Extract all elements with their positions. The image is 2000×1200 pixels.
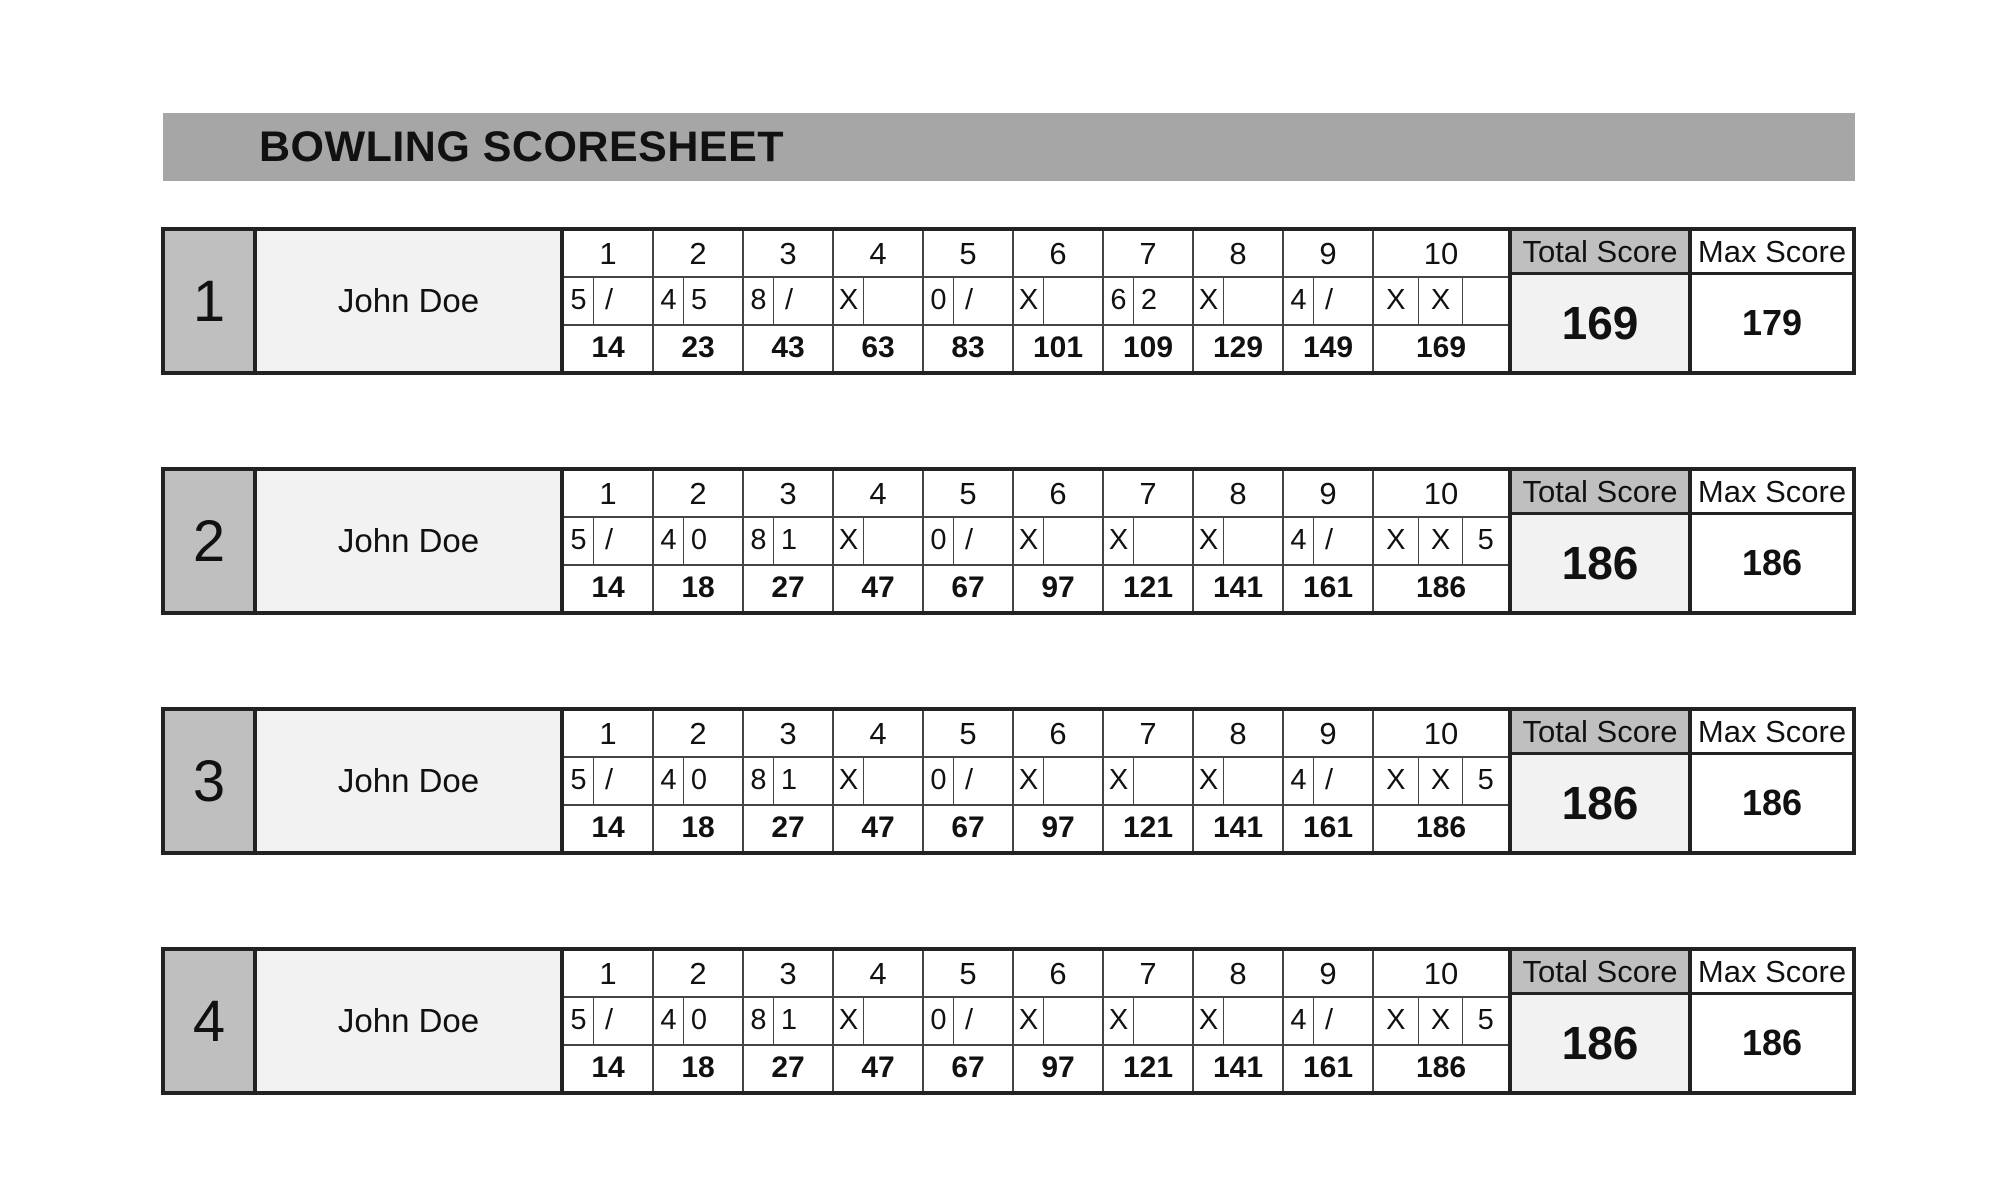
- total-score-value: 169: [1512, 275, 1688, 371]
- roll-mark: 4: [654, 518, 684, 563]
- roll-mark: X: [834, 278, 864, 323]
- frame-cumulative-score: 27: [744, 806, 834, 851]
- roll-mark: X: [1014, 998, 1044, 1043]
- game-card: [161, 707, 1856, 855]
- roll-mark: 4: [1284, 518, 1314, 563]
- frame-label: 7: [1104, 951, 1194, 996]
- frame-rolls: [1374, 518, 1508, 563]
- roll-mark: X: [1419, 758, 1464, 803]
- roll-mark: 5: [564, 518, 594, 563]
- player-name: John Doe: [257, 951, 564, 1091]
- frame-rolls: [834, 758, 924, 803]
- max-score-box: [1692, 231, 1852, 371]
- frame-rolls: [834, 998, 924, 1043]
- roll-mark: [1044, 998, 1074, 1043]
- roll-mark: X: [1194, 278, 1224, 323]
- frame-cumulative-score: 186: [1415, 1051, 1467, 1085]
- frame-label: 9: [1284, 951, 1374, 996]
- game-number: 1: [165, 231, 257, 371]
- frame-label: 10: [1423, 235, 1459, 271]
- frame-cumulative-score: 169: [1415, 331, 1467, 365]
- roll-mark: X: [834, 998, 864, 1043]
- roll-mark: 1: [780, 524, 798, 557]
- frame-rolls: [924, 998, 1014, 1043]
- frame-rolls: [1284, 758, 1374, 803]
- frame-cumulative-score: 18: [654, 1046, 744, 1091]
- frame-cumulative-score: 186: [1415, 811, 1467, 845]
- frame-rolls: [924, 278, 1014, 323]
- frame-cumulative-score: 14: [564, 326, 654, 371]
- cumulative-row: [564, 806, 1508, 851]
- total-score-box: [1512, 951, 1692, 1091]
- frame-rolls: [1194, 278, 1284, 323]
- game-card: [161, 467, 1856, 615]
- total-score-box: [1512, 231, 1692, 371]
- frame-cumulative-score: 109: [1104, 326, 1194, 371]
- frame-labels-row: [564, 471, 1508, 518]
- roll-mark: 5: [564, 758, 594, 803]
- frames-grid: [564, 711, 1512, 851]
- frame-cumulative-score: 129: [1194, 326, 1284, 371]
- roll-mark: 0: [924, 998, 954, 1043]
- max-score-box: [1692, 711, 1852, 851]
- frame-rolls: [1014, 758, 1104, 803]
- roll-mark: [1224, 758, 1254, 803]
- rolls-row: [564, 518, 1508, 565]
- rolls-row: [564, 998, 1508, 1045]
- frame-cumulative-score: 67: [924, 806, 1014, 851]
- game-card: [161, 947, 1856, 1095]
- frame-rolls: [834, 518, 924, 563]
- max-score-label: Max Score: [1692, 471, 1852, 515]
- frame-label: 6: [1014, 471, 1104, 516]
- total-score-box: [1512, 711, 1692, 851]
- roll-mark: 4: [654, 758, 684, 803]
- roll-mark: 6: [1104, 278, 1134, 323]
- frame-label: 7: [1104, 471, 1194, 516]
- frame-rolls: [1194, 998, 1284, 1043]
- frame-label: 3: [744, 471, 834, 516]
- game-number: 4: [165, 951, 257, 1091]
- title-bar: [163, 113, 1855, 181]
- frame-cumulative-score: 97: [1014, 1046, 1104, 1091]
- roll-mark: X: [1014, 518, 1044, 563]
- roll-mark: /: [964, 284, 974, 317]
- frame-rolls: [924, 518, 1014, 563]
- roll-mark: 0: [690, 1004, 708, 1037]
- frame-rolls: [654, 758, 744, 803]
- game-number: 3: [165, 711, 257, 851]
- frame-cumulative-score: 47: [834, 566, 924, 611]
- roll-mark: 5: [1477, 764, 1494, 797]
- roll-mark: X: [1419, 518, 1464, 563]
- frame-label: 5: [924, 951, 1014, 996]
- frame-cumulative-score: 47: [834, 806, 924, 851]
- roll-mark: [1134, 998, 1164, 1043]
- roll-mark: /: [1324, 764, 1334, 797]
- roll-mark: [864, 278, 894, 323]
- frame-rolls: [1284, 278, 1374, 323]
- roll-mark: /: [604, 524, 614, 557]
- roll-mark: [1463, 278, 1508, 323]
- frame-label: 9: [1284, 711, 1374, 756]
- frame-label: 4: [834, 471, 924, 516]
- game-number: 2: [165, 471, 257, 611]
- roll-mark: X: [1194, 998, 1224, 1043]
- frame-label: 1: [564, 231, 654, 276]
- frame-rolls: [744, 758, 834, 803]
- frame-label: 4: [834, 951, 924, 996]
- roll-mark: 0: [924, 518, 954, 563]
- cumulative-row: [564, 566, 1508, 611]
- roll-mark: 8: [744, 518, 774, 563]
- roll-mark: 0: [690, 524, 708, 557]
- player-name: John Doe: [257, 231, 564, 371]
- total-score-value: 186: [1512, 515, 1688, 611]
- frame-label: 9: [1284, 471, 1374, 516]
- frame-cumulative-score: 97: [1014, 566, 1104, 611]
- frame-rolls: [1284, 998, 1374, 1043]
- game-card: [161, 227, 1856, 375]
- frame-rolls: [1104, 518, 1194, 563]
- frame-label: 1: [564, 711, 654, 756]
- frame-rolls: [1104, 998, 1194, 1043]
- roll-mark: [1224, 278, 1254, 323]
- roll-mark: X: [1194, 758, 1224, 803]
- frames-grid: [564, 471, 1512, 611]
- roll-mark: X: [1374, 518, 1419, 563]
- frame-cumulative-score: 121: [1104, 1046, 1194, 1091]
- roll-mark: X: [1194, 518, 1224, 563]
- frame-rolls: [654, 518, 744, 563]
- frame-cumulative-score: 161: [1284, 566, 1374, 611]
- roll-mark: 5: [564, 998, 594, 1043]
- total-score-value: 186: [1512, 995, 1688, 1091]
- page-title: BOWLING SCORESHEET: [259, 123, 785, 171]
- frame-rolls: [1104, 278, 1194, 323]
- frame-cumulative-score: 27: [744, 566, 834, 611]
- frame-cumulative-score: 149: [1284, 326, 1374, 371]
- roll-mark: [1044, 518, 1074, 563]
- roll-mark: /: [784, 284, 794, 317]
- roll-mark: [1134, 758, 1164, 803]
- roll-mark: X: [1419, 278, 1464, 323]
- total-score-label: Total Score: [1512, 231, 1688, 275]
- roll-mark: 0: [924, 758, 954, 803]
- roll-mark: 2: [1140, 284, 1158, 317]
- max-score-label: Max Score: [1692, 711, 1852, 755]
- roll-mark: X: [1374, 998, 1419, 1043]
- frame-rolls: [1194, 758, 1284, 803]
- roll-mark: 5: [1477, 524, 1494, 557]
- roll-mark: [1044, 758, 1074, 803]
- roll-mark: /: [1324, 524, 1334, 557]
- roll-mark: [1224, 518, 1254, 563]
- frame-cumulative-score: 121: [1104, 806, 1194, 851]
- frame-cumulative-score: 14: [564, 1046, 654, 1091]
- roll-mark: 1: [780, 764, 798, 797]
- player-name: John Doe: [257, 711, 564, 851]
- frame-rolls: [1104, 758, 1194, 803]
- frame-label: 8: [1194, 471, 1284, 516]
- frame-rolls: [564, 758, 654, 803]
- frame-label: 6: [1014, 951, 1104, 996]
- frame-rolls: [924, 758, 1014, 803]
- roll-mark: 5: [564, 278, 594, 323]
- roll-mark: /: [1324, 1004, 1334, 1037]
- frame-cumulative-score: 186: [1415, 571, 1467, 605]
- frame-cumulative-score: 161: [1284, 1046, 1374, 1091]
- frame-label: 6: [1014, 711, 1104, 756]
- frame-label: 5: [924, 231, 1014, 276]
- roll-mark: X: [834, 758, 864, 803]
- frame-label: 9: [1284, 231, 1374, 276]
- frame-rolls: [564, 518, 654, 563]
- roll-mark: [1134, 518, 1164, 563]
- frame-cumulative-score: 18: [654, 806, 744, 851]
- roll-mark: 5: [690, 284, 708, 317]
- frame-label: 4: [834, 711, 924, 756]
- frame-cumulative-score: 141: [1194, 806, 1284, 851]
- frame-rolls: [1374, 998, 1508, 1043]
- roll-mark: 4: [654, 278, 684, 323]
- roll-mark: /: [604, 1004, 614, 1037]
- frame-rolls: [654, 998, 744, 1043]
- frame-rolls: [1194, 518, 1284, 563]
- frame-cumulative-score: 83: [924, 326, 1014, 371]
- frame-label: 8: [1194, 711, 1284, 756]
- frame-rolls: [1374, 758, 1508, 803]
- frame-cumulative-score: 47: [834, 1046, 924, 1091]
- roll-mark: X: [1104, 758, 1134, 803]
- frame-cumulative-score: 63: [834, 326, 924, 371]
- max-score-value: 179: [1741, 302, 1803, 343]
- roll-mark: /: [964, 524, 974, 557]
- frame-rolls: [834, 278, 924, 323]
- frame-rolls: [744, 278, 834, 323]
- total-score-value: 186: [1512, 755, 1688, 851]
- player-name: John Doe: [257, 471, 564, 611]
- frame-label: 7: [1104, 711, 1194, 756]
- total-score-label: Total Score: [1512, 711, 1688, 755]
- roll-mark: X: [1104, 518, 1134, 563]
- frame-cumulative-score: 67: [924, 1046, 1014, 1091]
- roll-mark: 0: [924, 278, 954, 323]
- frame-cumulative-score: 27: [744, 1046, 834, 1091]
- frames-grid: [564, 231, 1512, 371]
- frame-label: 8: [1194, 951, 1284, 996]
- frame-label: 2: [654, 711, 744, 756]
- roll-mark: /: [604, 284, 614, 317]
- roll-mark: 4: [654, 998, 684, 1043]
- rolls-row: [564, 278, 1508, 325]
- roll-mark: X: [1014, 758, 1044, 803]
- roll-mark: X: [1374, 758, 1419, 803]
- frame-label: 5: [924, 711, 1014, 756]
- frame-rolls: [744, 998, 834, 1043]
- frame-rolls: [1014, 278, 1104, 323]
- frame-cumulative-score: 67: [924, 566, 1014, 611]
- roll-mark: 4: [1284, 278, 1314, 323]
- frame-cumulative-score: 161: [1284, 806, 1374, 851]
- max-score-label: Max Score: [1692, 951, 1852, 995]
- frame-rolls: [654, 278, 744, 323]
- frame-cumulative-score: 18: [654, 566, 744, 611]
- frame-rolls: [1284, 518, 1374, 563]
- frame-cumulative-score: 97: [1014, 806, 1104, 851]
- roll-mark: X: [834, 518, 864, 563]
- roll-mark: 0: [690, 764, 708, 797]
- roll-mark: /: [1324, 284, 1334, 317]
- frame-cumulative-score: 101: [1014, 326, 1104, 371]
- frame-rolls: [744, 518, 834, 563]
- frame-rolls: [1014, 998, 1104, 1043]
- roll-mark: X: [1104, 998, 1134, 1043]
- frame-label: 2: [654, 231, 744, 276]
- frame-label: 6: [1014, 231, 1104, 276]
- frame-cumulative-score: 14: [564, 566, 654, 611]
- frame-label: 2: [654, 951, 744, 996]
- frame-rolls: [564, 998, 654, 1043]
- frame-label: 3: [744, 711, 834, 756]
- frame-label: 3: [744, 951, 834, 996]
- roll-mark: /: [964, 1004, 974, 1037]
- roll-mark: 8: [744, 278, 774, 323]
- max-score-value: 186: [1741, 782, 1803, 823]
- frame-rolls: [1374, 278, 1508, 323]
- total-score-label: Total Score: [1512, 951, 1688, 995]
- roll-mark: 8: [744, 758, 774, 803]
- frame-label: 10: [1423, 475, 1459, 511]
- max-score-box: [1692, 951, 1852, 1091]
- total-score-label: Total Score: [1512, 471, 1688, 515]
- roll-mark: [1044, 278, 1074, 323]
- roll-mark: 4: [1284, 998, 1314, 1043]
- frame-labels-row: [564, 951, 1508, 998]
- frame-rolls: [1014, 518, 1104, 563]
- frame-label: 5: [924, 471, 1014, 516]
- frame-label: 10: [1423, 955, 1459, 991]
- frame-cumulative-score: 121: [1104, 566, 1194, 611]
- roll-mark: 8: [744, 998, 774, 1043]
- max-score-label: Max Score: [1692, 231, 1852, 275]
- max-score-value: 186: [1741, 1022, 1803, 1063]
- max-score-value: 186: [1741, 542, 1803, 583]
- total-score-box: [1512, 471, 1692, 611]
- frame-labels-row: [564, 231, 1508, 278]
- frames-grid: [564, 951, 1512, 1091]
- frame-label: 4: [834, 231, 924, 276]
- frame-label: 10: [1423, 715, 1459, 751]
- frame-label: 2: [654, 471, 744, 516]
- rolls-row: [564, 758, 1508, 805]
- frame-rolls: [564, 278, 654, 323]
- roll-mark: X: [1419, 998, 1464, 1043]
- frame-cumulative-score: 14: [564, 806, 654, 851]
- frame-cumulative-score: 141: [1194, 1046, 1284, 1091]
- roll-mark: [864, 998, 894, 1043]
- frame-labels-row: [564, 711, 1508, 758]
- roll-mark: X: [1014, 278, 1044, 323]
- frame-label: 1: [564, 951, 654, 996]
- frame-label: 1: [564, 471, 654, 516]
- frame-cumulative-score: 141: [1194, 566, 1284, 611]
- frame-cumulative-score: 43: [744, 326, 834, 371]
- roll-mark: /: [964, 764, 974, 797]
- max-score-box: [1692, 471, 1852, 611]
- roll-mark: 1: [780, 1004, 798, 1037]
- roll-mark: /: [604, 764, 614, 797]
- frame-label: 3: [744, 231, 834, 276]
- roll-mark: 4: [1284, 758, 1314, 803]
- roll-mark: 5: [1477, 1004, 1494, 1037]
- frame-label: 7: [1104, 231, 1194, 276]
- roll-mark: [864, 758, 894, 803]
- frame-label: 8: [1194, 231, 1284, 276]
- cumulative-row: [564, 326, 1508, 371]
- frame-cumulative-score: 23: [654, 326, 744, 371]
- roll-mark: [864, 518, 894, 563]
- cumulative-row: [564, 1046, 1508, 1091]
- roll-mark: [1224, 998, 1254, 1043]
- roll-mark: X: [1374, 278, 1419, 323]
